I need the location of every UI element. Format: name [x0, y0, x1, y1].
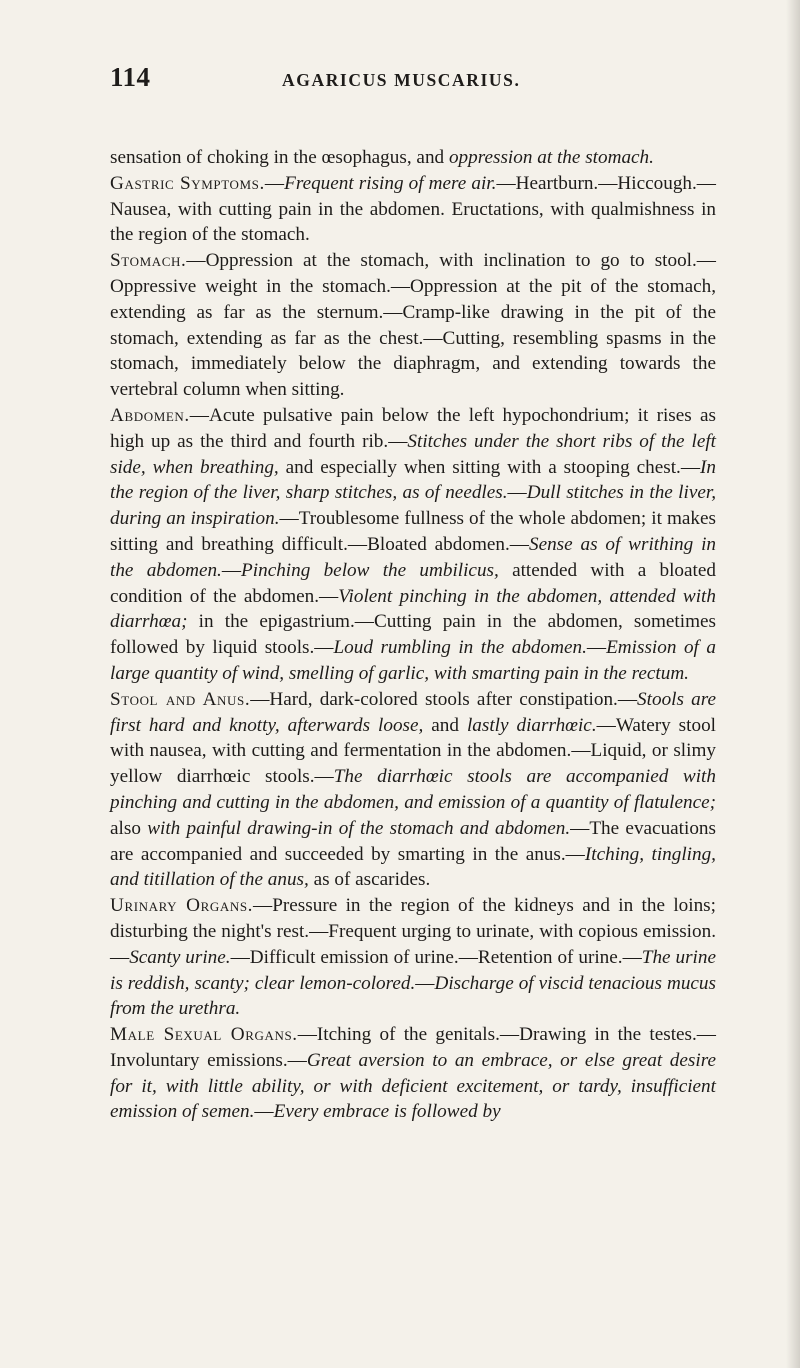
text-run: —Acute pulsative pain below the left hypochondrium; it rises as high up as the third and fourth rib.— [110, 404, 716, 452]
page-header [0, 62, 800, 96]
text-run: —Troublesome fullness of the whole abdomen; it makes sitting and breathing difficult.—Bloated abdomen.— [110, 508, 716, 555]
section-label-gastric: Gastric Symptoms. [110, 172, 265, 194]
paragraph-intro [110, 145, 716, 171]
italic-run: Every embrace is followed by [273, 1101, 501, 1123]
italic-run: In the region of the liver, sharp stitches, as of needles. [110, 456, 717, 504]
text-run: attended with a bloated condition of the abdomen.— [110, 559, 716, 607]
italic-run: Stools are first hard and knotty, afterwards loose, [110, 688, 717, 736]
text-run: —Hard, dark-colored stools after constipation.— [250, 688, 638, 710]
text-run: as of ascarides. [308, 869, 431, 891]
page-edge-shadow [786, 0, 800, 1368]
text-run: —Watery stool with nausea, with cutting and fermentation in the abdomen.—Liquid, or slimy yellow diarrhœic stools.— [110, 714, 716, 788]
italic-run: The urine is reddish, scanty; clear lemon-colored. [110, 946, 716, 994]
text-run: —Heartburn.—Hiccough.—Nausea, with cutting pain in the abdomen. Eructations, with qualmishness in the region of the stomach. [110, 172, 716, 246]
section-label-stomach: Stomach. [110, 250, 187, 272]
italic-run: Pinching below the umbilicus, [241, 559, 499, 581]
running-head: AGARICUS MUSCARIUS. [282, 70, 521, 90]
paragraph-abdomen [110, 403, 716, 687]
italic-run: Frequent rising of mere air. [284, 172, 497, 194]
body-text [110, 145, 716, 1125]
italic-run: Emission of a large quantity of wind, smelling of garlic, with smarting pain in the rectum. [110, 637, 716, 684]
paragraph-stomach [110, 248, 716, 403]
italic-run: Great aversion to an embrace, or else great desire for it, with little ability, or with deficient excitement, or tardy, insufficient emission of semen. [110, 1049, 716, 1123]
italic-run: oppression at the stomach. [448, 147, 654, 168]
page-number: 114 [110, 62, 151, 92]
section-label-male: Male Sexual Organs. [110, 1024, 298, 1046]
text-run: — [264, 172, 285, 194]
paragraph-gastric-symptoms [110, 171, 716, 248]
italic-run: The diarrhœic stools are accompanied with pinching and cutting in the abdomen, and emission of a quantity of flatulence; [110, 766, 716, 813]
italic-run: Discharge of viscid tenacious mucus from the urethra. [110, 972, 716, 1020]
italic-run: Dull stitches in the liver, during an inspiration. [110, 482, 716, 530]
section-label-abdomen: Abdomen. [110, 404, 190, 426]
text-run: and especially when sitting with a stooping chest.— [278, 456, 701, 478]
text-run: —Pressure in the region of the kidneys and in the loins; disturbing the night's rest.—Frequent urging to urinate, with copious emission.— [110, 895, 716, 968]
italic-run: Violent pinching in the abdomen, attended with diarrhœa; [110, 585, 716, 633]
italic-run: Itching, tingling, and titillation of the anus, [110, 843, 716, 891]
paragraph-urinary-organs [110, 893, 716, 1022]
section-label-urinary: Urinary Organs. [110, 895, 254, 917]
text-run: — [254, 1101, 274, 1123]
text-run: in the epigastrium.—Cutting pain in the abdomen, sometimes followed by liquid stools.— [110, 611, 716, 659]
text-run: sensation of choking in the œsophagus, and [110, 147, 449, 168]
section-label-stool: Stool and Anus. [110, 688, 251, 710]
paragraph-stool-and-anus [110, 687, 716, 893]
italic-run: Sense as of writhing in the abdomen. [110, 533, 716, 581]
text-run: — [586, 637, 607, 659]
italic-run: Loud rumbling in the abdomen. [333, 637, 587, 659]
text-run: —Oppression at the stomach, with inclination to go to stool.—Oppressive weight in the stomach.—Oppression at the pit of the stomach, extending as far as the sternum.—Cramp-like drawing in the pit of the stomach, extending as far as the chest.—Cutting, resembling spasms in the stomach, immediately below the diaphragm, and extending towards the vertebral column when sitting. [110, 250, 716, 401]
text-run: — [507, 482, 527, 504]
italic-run: Scanty urine. [129, 946, 231, 968]
paragraph-male-sexual-organs [110, 1022, 716, 1125]
italic-run: Stitches under the short ribs of the left side, when breathing, [110, 430, 716, 478]
text-run: also [110, 817, 148, 839]
text-run: — [415, 972, 435, 994]
text-run: —Itching of the genitals.—Drawing in the testes.—Involuntary emissions.— [110, 1024, 716, 1071]
text-run: —Difficult emission of urine.—Retention of urine.— [230, 946, 642, 968]
italic-run: with painful drawing-in of the stomach and abdomen. [147, 817, 571, 839]
text-run: and [423, 714, 467, 736]
italic-run: lastly diarrhœic. [466, 714, 597, 736]
text-run: — [221, 559, 242, 581]
text-run: —The evacuations are accompanied and succeeded by smarting in the anus.— [110, 817, 716, 865]
